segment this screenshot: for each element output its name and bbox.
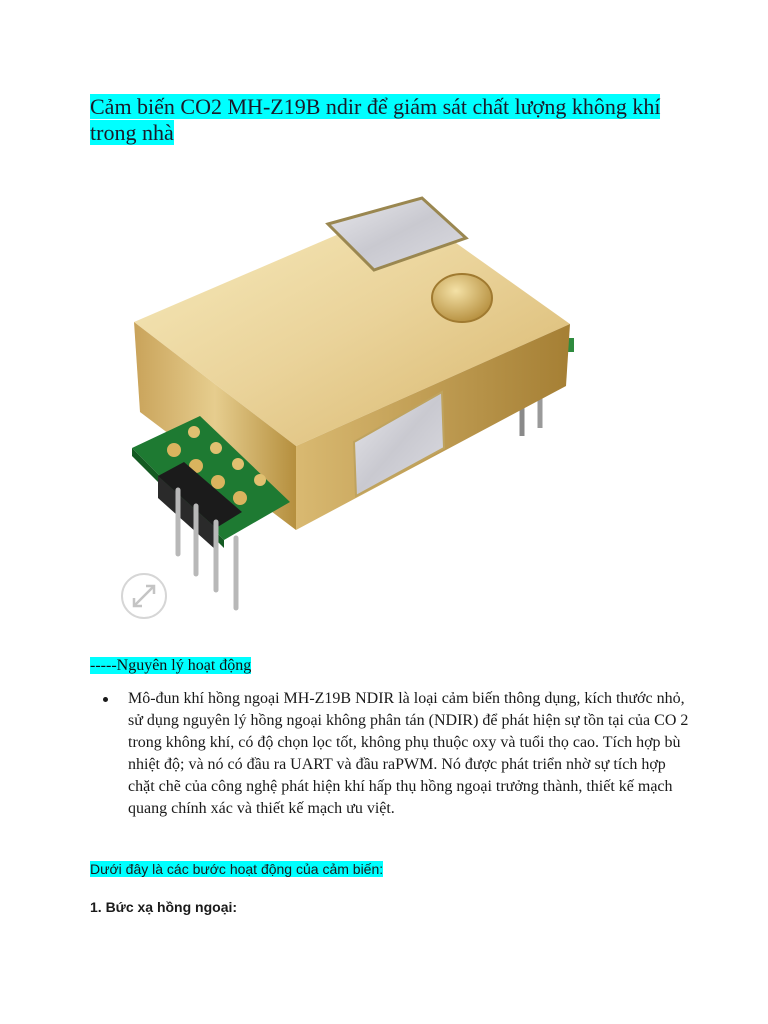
list-item-text: Mô-đun khí hồng ngoại MH-Z19B NDIR là loại cảm biến thông dụng, kích thước nhỏ, sử dụng nguyên lý hồng ngoại không phân tán (NDIR) để phát hiện sự tồn tại của CO 2 trong không khí, có độ chọn lọc tốt, không phụ thuộc oxy và tuổi thọ cao. Tích hợp bù nhiệt độ; và nó có đầu ra UART và đầu raPWM. Nó được phát triển nhờ sự tích hợp chặt chẽ của công nghệ phát hiện khí hấp thụ hồng ngoại trưởng thành, thiết kế mạch quang chính xác và thiết kế mạch ưu việt. — [128, 690, 689, 817]
sensor-illustration — [92, 146, 596, 628]
document-title — [90, 94, 690, 146]
steps-intro — [90, 860, 383, 878]
bullet-list — [90, 688, 690, 820]
title-highlight: Cảm biến CO2 MH-Z19B ndir để giám sát chất lượng không khí trong nhà — [90, 94, 661, 145]
expand-icon[interactable] — [122, 574, 166, 618]
bullet-icon — [103, 697, 108, 702]
steps-intro-highlight: Dưới đây là các bước hoạt động của cảm biến: — [90, 861, 384, 877]
list-item — [90, 688, 690, 820]
section-heading-highlight: -----Nguyên lý hoạt động — [90, 657, 252, 674]
pressure-port — [432, 274, 492, 322]
section-heading — [90, 656, 251, 676]
product-image — [92, 146, 596, 628]
step-heading: 1. Bức xạ hồng ngoại: — [90, 899, 238, 915]
